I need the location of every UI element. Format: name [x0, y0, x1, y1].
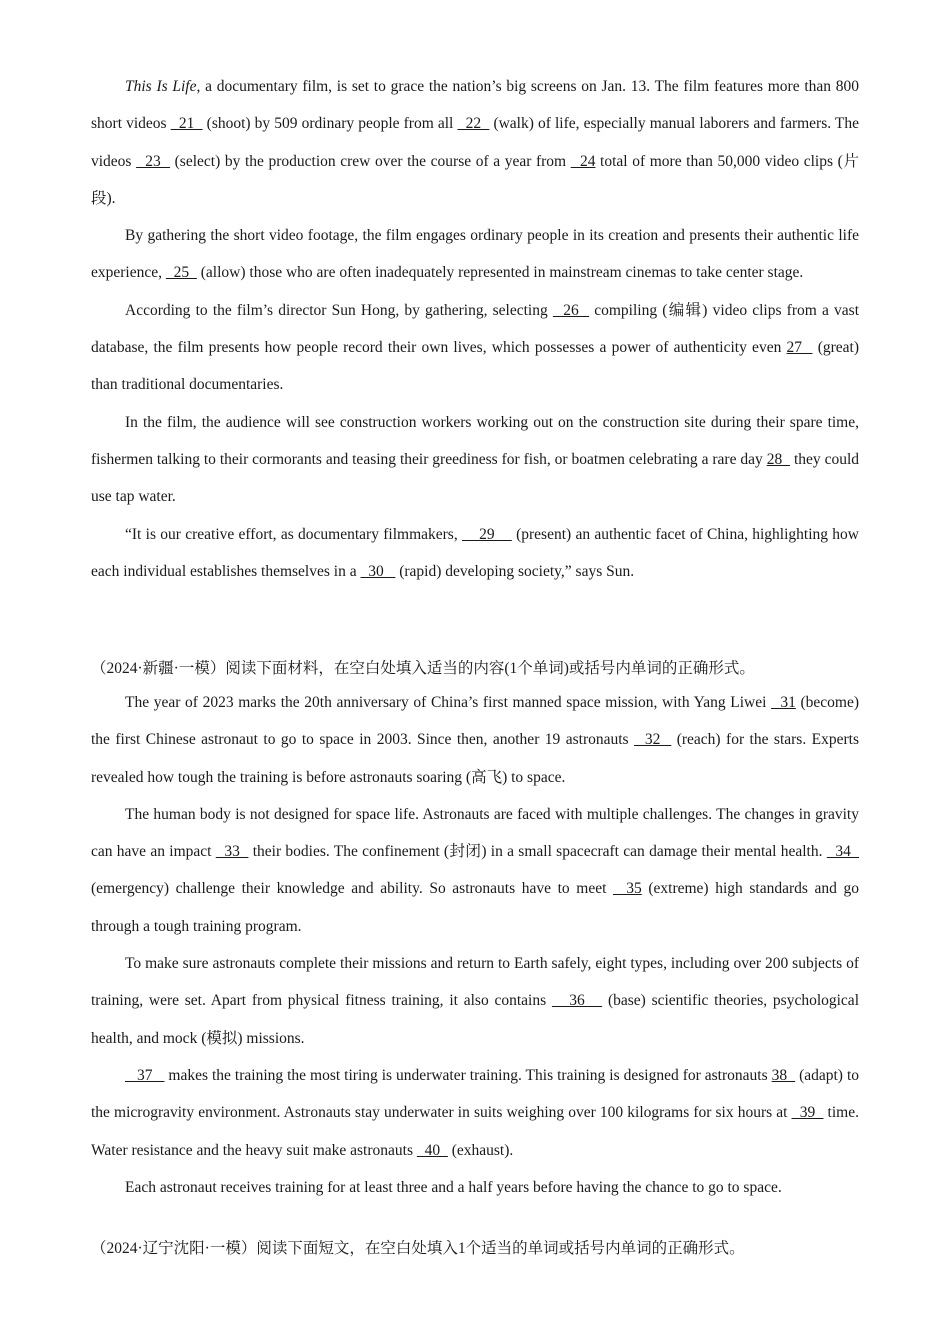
section-heading: （2024·新疆·一模）阅读下面材料，在空白处填入适当的内容(1个单词)或括号内单词的正确形式。 [91, 660, 755, 677]
paragraph: The human body is not designed for space life. Astronauts are faced with multiple challenges. The changes in gravity can have an impact 33 their bodies. The confinement (封闭) in a small spacecraft can damage their mental health. 34 (emergency) challenge their knowledge and ability. So astronauts have to meet 35 (extreme) high standards and go through a tough training program. [91, 805, 860, 935]
blank-31: 31 [771, 694, 796, 711]
blank-38: 38 [771, 1066, 796, 1084]
paragraph: By gathering the short video footage, the film engages ordinary people in its creation and presents their authentic life experience, 25 (allow) those who are often inadequately represented in mainstream cinemas to take center stage. [91, 227, 859, 282]
blank-23: 23 [136, 152, 171, 170]
paragraph: “It is our creative effort, as documentary filmmakers, 29 (present) an authentic facet of China, highlighting how each individual establishes themselves in a 30 (rapid) developing society,” says Sun. [91, 525, 860, 580]
film-title: This Is Life [125, 78, 197, 95]
blank-28: 28 [766, 450, 791, 468]
paragraph: 37 makes the training the most tiring is underwater training. This training is designed for astronauts 38 (adapt) to the microgravity environment. Astronauts stay underwater in suits weighing over 100 kilograms for six hours at 39 time. Water resistance and the heavy suit make astronauts 40 (exhaust). [91, 1066, 860, 1159]
blank-22: 22 [457, 115, 490, 133]
paragraph: According to the film’s director Sun Hong, by gathering, selecting 26 compiling (编辑) video clips from a vast database, the film presents how people record their own lives, which possesses a power of authenticity even 27 (great) than traditional documentaries. [91, 301, 859, 394]
blank-27: 27 [786, 339, 813, 357]
paragraph: Each astronaut receives training for at least three and a half years before having the chance to go to space. [125, 1178, 782, 1196]
paragraph: In the film, the audience will see construction workers working out on the construction site during their spare time, fishermen talking to their cormorants and teasing their greediness for fish, or boatmen celebrating a rare day 28 they could use tap water. [91, 413, 860, 506]
blank-21: 21 [170, 115, 203, 133]
paragraph: This Is Life, a documentary film, is set to grace the nation’s big screens on Jan. 13. The film features more than 800 short videos 21 (shoot) by 509 ordinary people from all 22 (walk) of life, especially manual laborers and farmers. The videos 23 (select) by the production crew over the course of a year from 24 total of more than 50,000 video clips (片段). [91, 78, 860, 207]
blank-25: 25 [165, 264, 197, 282]
blank-37: 37 [125, 1066, 165, 1084]
section-heading: （2024·辽宁沈阳·一模）阅读下面短文，在空白处填入1个适当的单词或括号内单词的正确形式。 [91, 1240, 745, 1257]
blank-40: 40 [416, 1141, 448, 1159]
paragraph: The year of 2023 marks the 20th anniversary of China’s first manned space mission, with Yang Liwei 31 (become) the first Chinese astronaut to go to space in 2003. Since then, another 19 astronauts 32 (reach) for the stars. Experts revealed how tough the training is before astronauts soaring (高飞) to space. [91, 694, 859, 786]
blank-26: 26 [552, 301, 590, 319]
blank-30: 30 [360, 562, 396, 580]
passage-two [91, 684, 859, 1206]
blank-35: 35 [613, 880, 642, 898]
paragraph: To make sure astronauts complete their missions and return to Earth safely, eight types, including over 200 subjects of training, were set. Apart from physical fitness training, it also contains 36 (base) scientific theories, psychological health, and mock (模拟) missions. [91, 955, 859, 1047]
blank-29: 29 [462, 525, 512, 543]
blank-32: 32 [634, 731, 672, 749]
passage-one [91, 68, 859, 590]
blank-36: 36 [551, 992, 603, 1010]
blank-24: 24 [570, 152, 596, 170]
blank-34: 34 [826, 843, 860, 861]
blank-39: 39 [791, 1104, 824, 1122]
blank-33: 33 [215, 843, 249, 861]
